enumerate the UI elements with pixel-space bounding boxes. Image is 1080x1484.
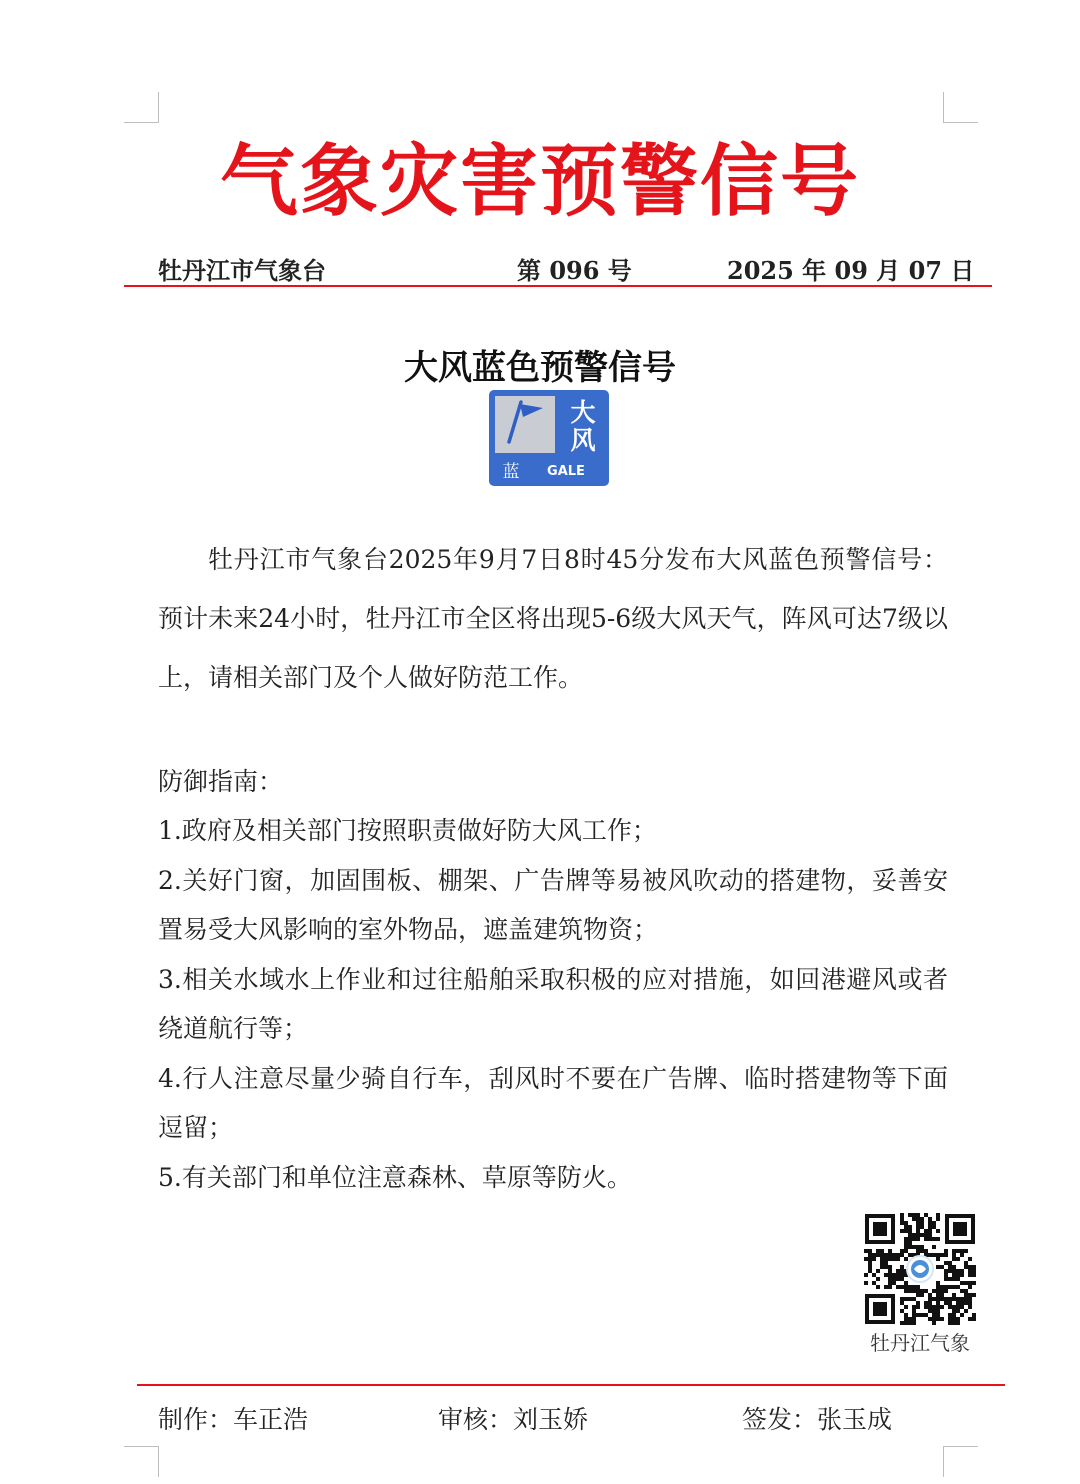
qr-center-logo-icon bbox=[907, 1256, 933, 1282]
guide-item: 5.有关部门和单位注意森林、草原等防火。 bbox=[158, 1162, 632, 1192]
footer-divider bbox=[137, 1384, 1005, 1386]
gale-blue-warning-icon bbox=[489, 390, 609, 486]
masthead-divider bbox=[124, 285, 992, 287]
document-title: 大风蓝色预警信号 bbox=[404, 348, 676, 388]
guide-item: 1.政府及相关部门按照职责做好防大风工作； bbox=[158, 816, 657, 845]
icon-level-char: 蓝 bbox=[502, 462, 520, 482]
guide-heading: 防御指南： bbox=[158, 767, 284, 796]
finder-bottom-left bbox=[865, 1294, 895, 1324]
qr-caption: 牡丹江气象 bbox=[870, 1331, 970, 1355]
icon-char-bottom: 风 bbox=[570, 426, 596, 455]
crop-mark-bottom-right bbox=[943, 1446, 978, 1477]
guide-item: 3.相关水域水上作业和过往船舶采取积极的应对措施，如回港避风或者绕道航行等； bbox=[158, 964, 948, 1043]
crop-mark-top-right bbox=[943, 92, 978, 123]
icon-label-en: GALE bbox=[547, 464, 585, 479]
icon-char-top: 大 bbox=[570, 398, 596, 427]
finder-top-right bbox=[945, 1214, 975, 1244]
producer: 制作：车正浩 bbox=[158, 1405, 309, 1434]
issue-date: 2025 年 09 月 07 日 bbox=[727, 256, 975, 285]
crop-mark-top-left bbox=[124, 92, 159, 123]
guide-list bbox=[158, 806, 948, 1202]
signer: 签发：张玉成 bbox=[742, 1405, 893, 1434]
document-serial: 第 096 号 bbox=[517, 256, 632, 285]
finder-top-left bbox=[865, 1214, 895, 1244]
warning-paragraph: 牡丹江市气象台2025年9月7日8时45分发布大风蓝色预警信号：预计未来24小时，牡丹江市全区将出现5-6级大风天气，阵风可达7级以上，请相关部门及个人做好防范工作。 bbox=[158, 545, 948, 692]
crop-mark-bottom-left bbox=[124, 1446, 159, 1477]
qr-code[interactable] bbox=[863, 1212, 977, 1326]
reviewer: 审核：刘玉娇 bbox=[438, 1405, 589, 1434]
flag-panel bbox=[495, 396, 555, 453]
guide-item: 4.行人注意尽量少骑自行车，刮风时不要在广告牌、临时搭建物等下面逗留； bbox=[158, 1063, 948, 1142]
guide-item: 2.关好门窗，加固围板、棚架、广告牌等易被风吹动的搭建物，妥善安置易受大风影响的室外物品，遮盖建筑物资； bbox=[158, 865, 948, 944]
masthead-title: 气象灾害预警信号 bbox=[219, 137, 860, 227]
issuer-name: 牡丹江市气象台 bbox=[158, 256, 326, 285]
